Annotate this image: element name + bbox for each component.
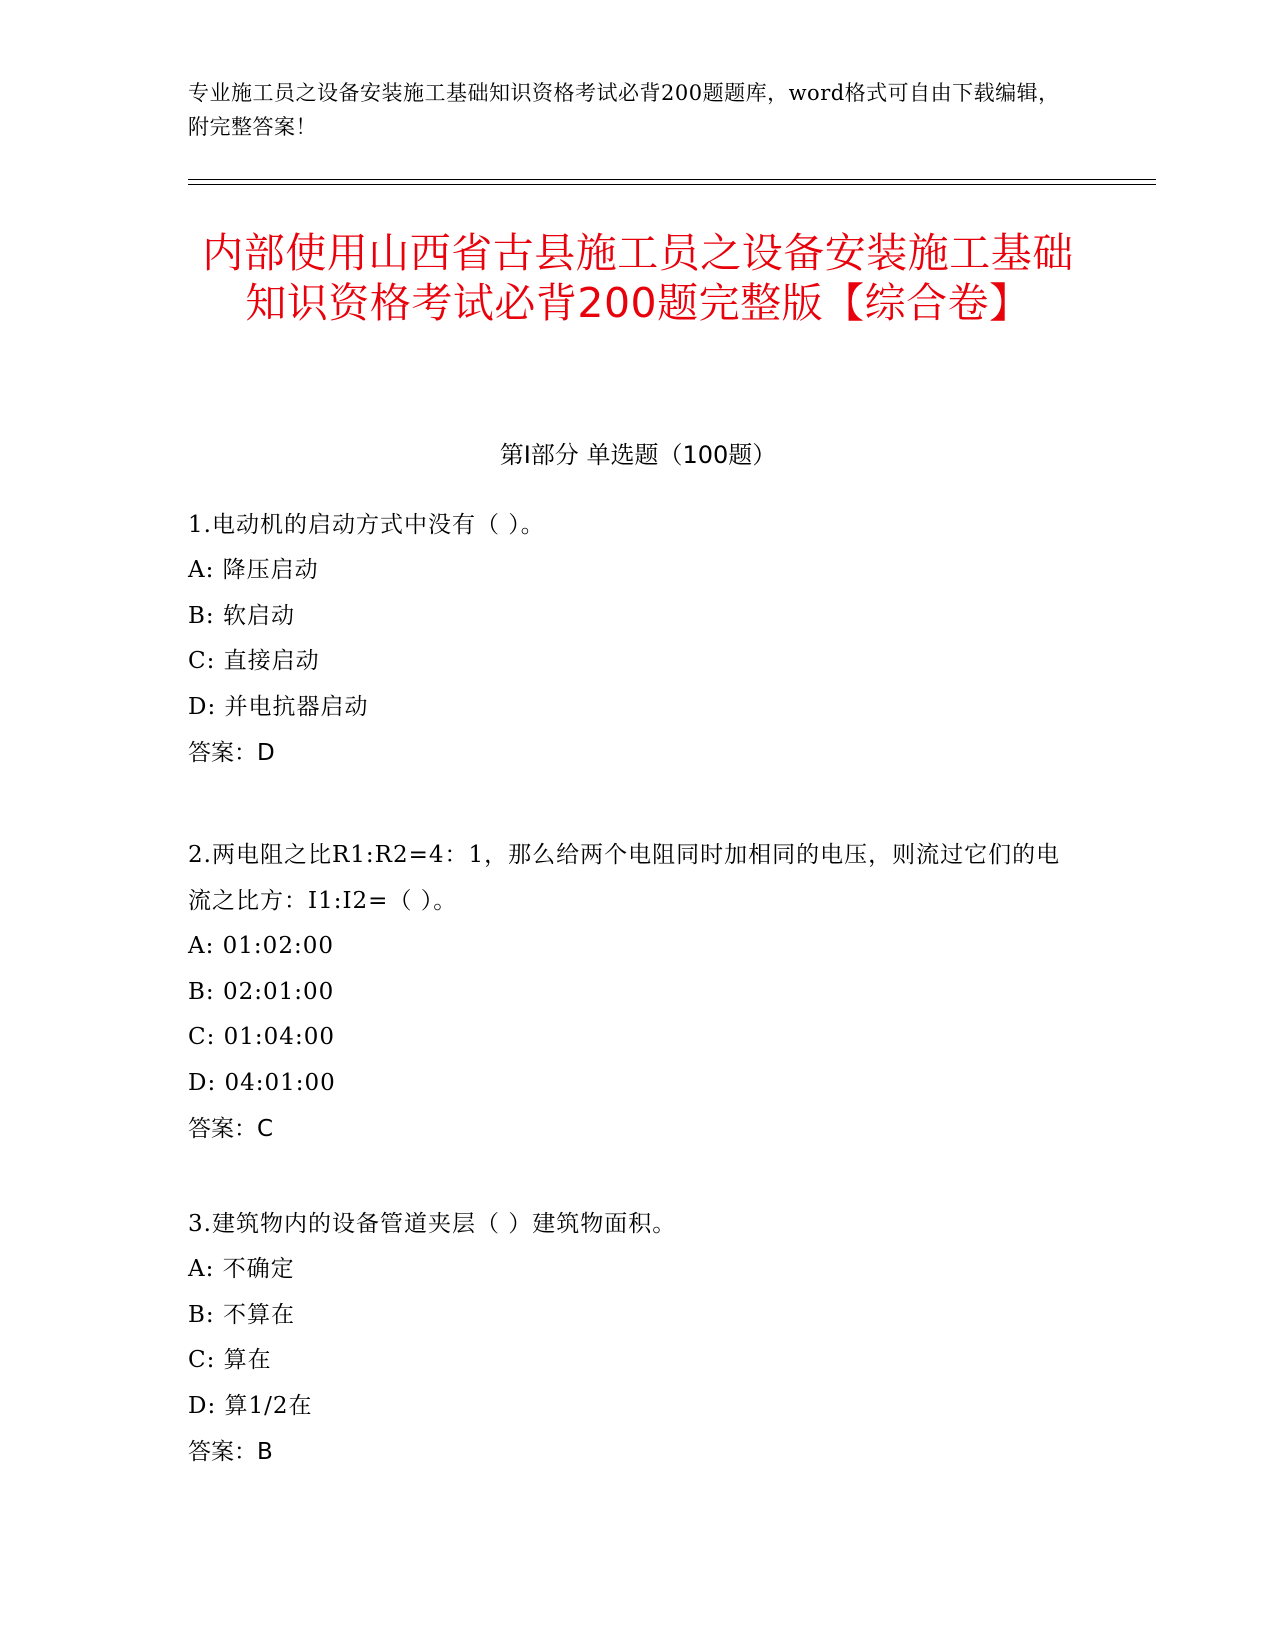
option-b: B: 软启动	[188, 602, 295, 629]
option-c: C: 直接启动	[188, 648, 320, 674]
option-d: D: 算1/2在	[188, 1392, 313, 1419]
option-b: B: 02:01:00	[188, 978, 335, 1005]
option-b: B: 不算在	[188, 1301, 295, 1328]
question-stem: 1.电动机的启动方式中没有（ ）。	[188, 512, 545, 538]
question-2	[188, 832, 1068, 1152]
option-d: D: 并电抗器启动	[188, 693, 369, 720]
question-1	[188, 502, 1068, 776]
answer: 答案：B	[188, 1439, 273, 1465]
answer: 答案：D	[188, 740, 275, 766]
question-stem: 2.两电阻之比R1:R2=4：1，那么给两个电阻同时加相同的电压，则流过它们的电流之比方：I1:I2=（ ）。	[188, 842, 1061, 914]
option-c: C: 算在	[188, 1347, 272, 1373]
section-heading: 第Ⅰ部分 单选题（100题）	[499, 441, 777, 469]
option-c: C: 01:04:00	[188, 1024, 335, 1050]
header-note: 专业施工员之设备安装施工基础知识资格考试必背200题题库，word格式可自由下载编辑，附完整答案！	[188, 81, 1060, 139]
question-stem: 3.建筑物内的设备管道夹层（ ）建筑物面积。	[188, 1211, 677, 1237]
document-title: 内部使用山西省古县施工员之设备安装施工基础知识资格考试必背200题完整版【综合卷】	[202, 229, 1074, 327]
option-a: A: 01:02:00	[188, 933, 334, 959]
header-rule-bottom	[188, 184, 1156, 185]
option-a: A: 不确定	[188, 1256, 295, 1282]
option-d: D: 04:01:00	[188, 1069, 336, 1096]
answer: 答案：C	[188, 1116, 274, 1142]
option-a: A: 降压启动	[188, 557, 319, 583]
header-rule-top	[188, 179, 1156, 180]
question-3	[188, 1201, 1068, 1475]
